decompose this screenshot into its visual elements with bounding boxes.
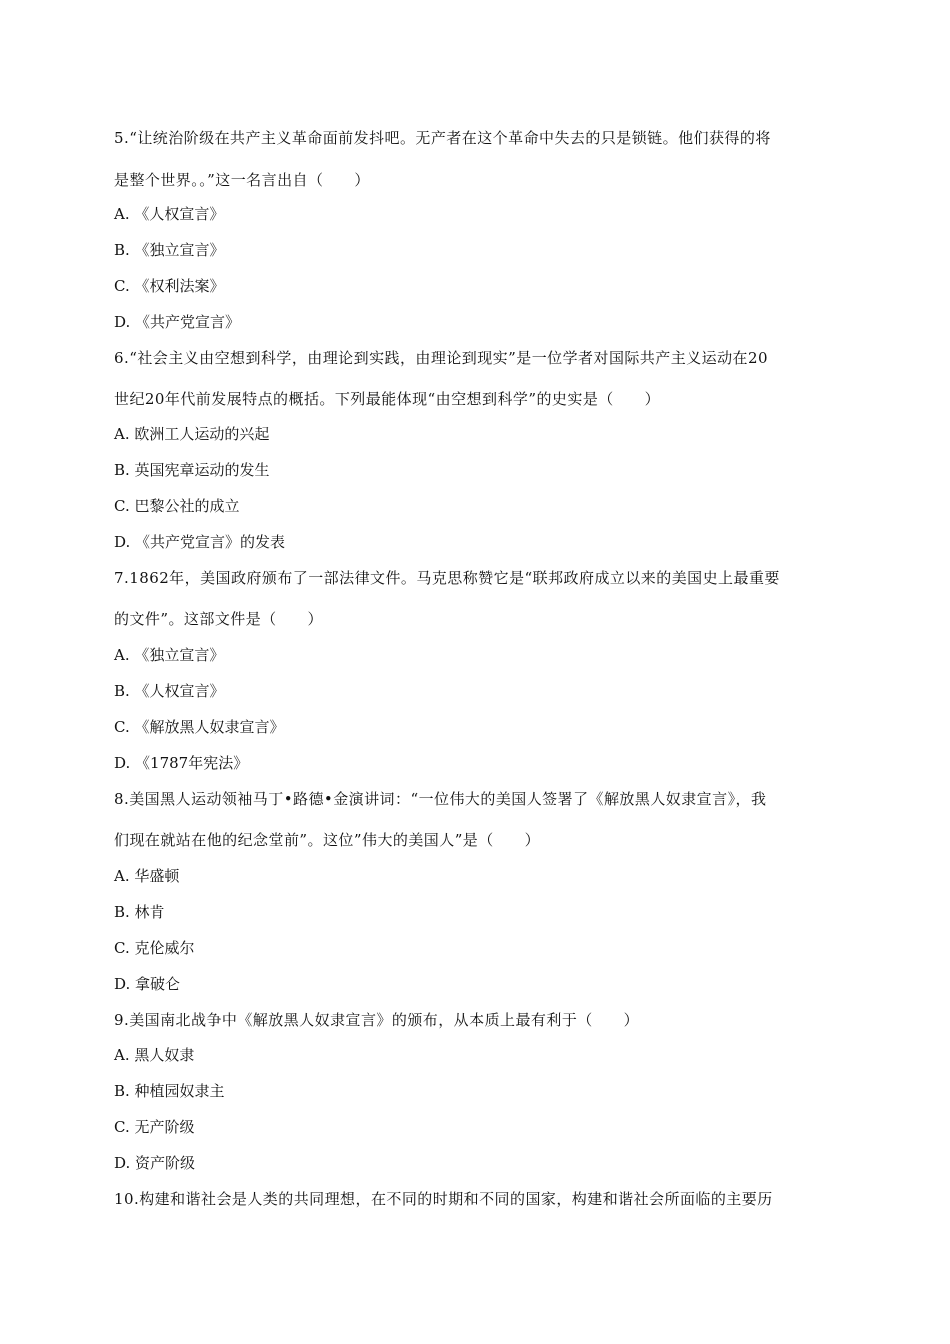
q9-option-d: D. 资产阶级	[114, 1154, 196, 1172]
q9-stem-line-1: 9.美国南北战争中《解放黑人奴隶宣言》的颁布，从本质上最有利于（ ）	[114, 1011, 640, 1029]
q9-option-c: C. 无产阶级	[114, 1118, 195, 1136]
q7-option-d: D. 《1787年宪法》	[114, 754, 249, 772]
q8-stem-line-2: 们现在就站在他的纪念堂前”。这位”伟大的美国人”是（ ）	[114, 831, 541, 849]
q5-option-a: A. 《人权宣言》	[114, 205, 225, 223]
q6-stem-line-2: 世纪20年代前发展特点的概括。下列最能体现“由空想到科学”的史实是（ ）	[114, 390, 661, 408]
q7-stem-line-1: 7.1862年，美国政府颁布了一部法律文件。马克思称赞它是“联邦政府成立以来的美国史上最重要	[114, 569, 780, 587]
q8-stem-line-1: 8.美国黑人运动领袖马丁•路德•金演讲词：“一位伟大的美国人签署了《解放黑人奴隶宣言》，我	[114, 790, 767, 808]
q7-option-b: B. 《人权宣言》	[114, 682, 225, 700]
q6-option-c: C. 巴黎公社的成立	[114, 497, 240, 515]
q6-stem-line-1: 6.“社会主义由空想到科学，由理论到实践，由理论到现实”是一位学者对国际共产主义运动在20	[114, 349, 768, 367]
q5-stem-line-1: 5.“让统治阶级在共产主义革命面前发抖吧。无产者在这个革命中失去的只是锁链。他们获得的将	[114, 129, 771, 147]
q8-option-b: B. 林肯	[114, 903, 165, 921]
q8-option-a: A. 华盛顿	[114, 867, 180, 885]
q5-option-c: C. 《权利法案》	[114, 277, 225, 295]
q7-stem-line-2: 的文件”。这部文件是（ ）	[114, 610, 323, 628]
q8-option-d: D. 拿破仑	[114, 975, 181, 993]
q10-stem-line-1: 10.构建和谐社会是人类的共同理想，在不同的时期和不同的国家，构建和谐社会所面临的主要历	[114, 1190, 773, 1208]
q6-option-a: A. 欧洲工人运动的兴起	[114, 425, 270, 443]
q7-option-c: C. 《解放黑人奴隶宣言》	[114, 718, 285, 736]
q8-option-c: C. 克伦威尔	[114, 939, 195, 957]
q7-option-a: A. 《独立宣言》	[114, 646, 225, 664]
q9-option-b: B. 种植园奴隶主	[114, 1082, 225, 1100]
q5-stem-line-2: 是整个世界。。”这一名言出自（ ）	[114, 171, 370, 189]
q6-option-d: D. 《共产党宣言》的发表	[114, 533, 286, 551]
q5-option-d: D. 《共产党宣言》	[114, 313, 241, 331]
q9-option-a: A. 黑人奴隶	[114, 1046, 195, 1064]
q6-option-b: B. 英国宪章运动的发生	[114, 461, 270, 479]
q5-option-b: B. 《独立宣言》	[114, 241, 225, 259]
